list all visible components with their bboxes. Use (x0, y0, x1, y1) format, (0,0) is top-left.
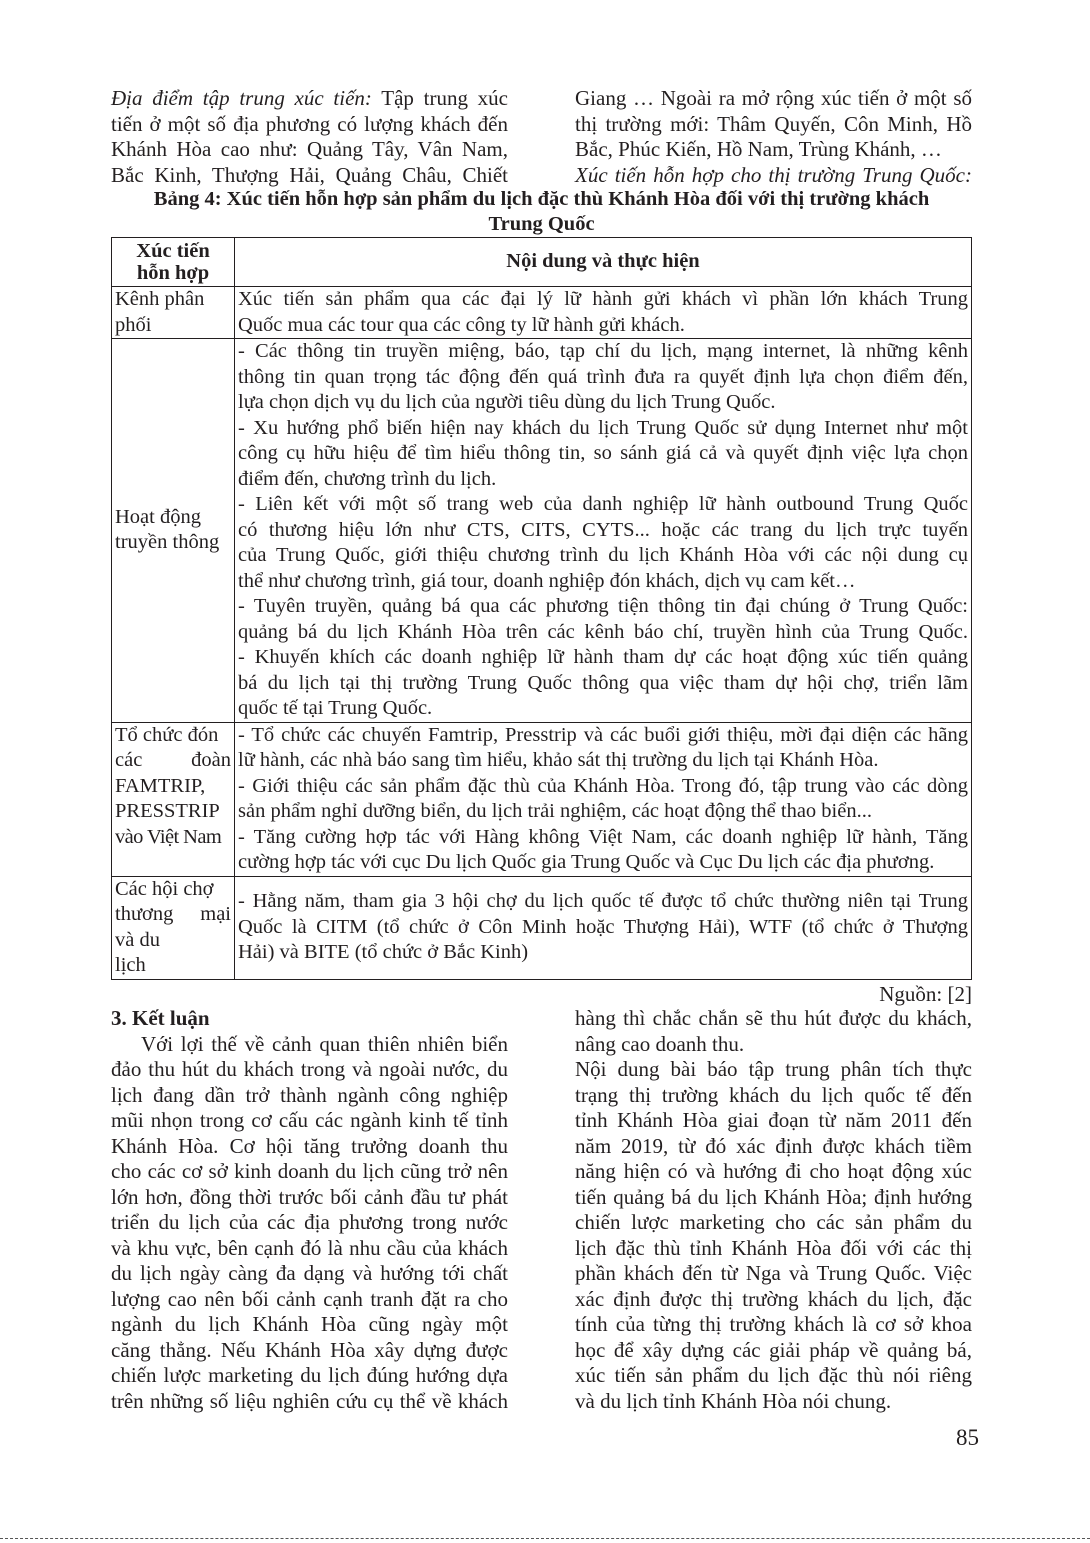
text-line: mũi nhọn trong cơ cấu các ngành kinh tế tỉnh (111, 1108, 508, 1132)
text-line: xác định được thị trường khách du lịch, đặc (575, 1286, 972, 1311)
text-line: Giang … Ngoài ra mở rộng xúc tiến ở một số (575, 86, 972, 110)
text-line: triển du lịch của các địa phương trong nước (111, 1210, 508, 1234)
text-line: lớn hơn, đồng thời trước bối cảnh đầu tư phát (111, 1184, 508, 1209)
text-line: trạng thị trường khách du lịch quốc tế đến (575, 1082, 972, 1107)
text-line: hàng thì chắc chắn sẽ thu hút được du khách, (575, 1006, 972, 1030)
text-line: nâng cao doanh thu. (575, 1031, 745, 1056)
text-line: chiến lược marketing cho các sản phẩm du (575, 1210, 972, 1234)
text-line: ngành du lịch Khánh Hòa cũng ngày một (111, 1312, 508, 1336)
bottom-right-column (575, 1006, 972, 1414)
text-line: lượng cao nên bối cảnh cạnh tranh đặt ra cho (111, 1286, 508, 1311)
table-header-cell: Xúc tiến hỗn hợp (112, 238, 235, 287)
text-line: cho các cơ sở kinh doanh du lịch cũng trở nên (111, 1159, 508, 1183)
text-line: và du lịch tỉnh Khánh Hòa nói chung. (575, 1388, 892, 1413)
table-caption-line: Bảng 4: Xúc tiến hỗn hợp sản phẩm du lịch đặc thù Khánh Hòa đối với thị trường khách (153, 188, 930, 210)
page-number: 85 (956, 1425, 979, 1450)
row-label-cell: Hoạt động truyền thông (112, 339, 235, 723)
text-line: trên những số liệu nghiên cứu cụ thể về khách (111, 1388, 508, 1413)
row-label-cell: Các hội chợ thương mại và du lịch (112, 876, 235, 979)
row-content-cell: - Các thông tin truyền miệng, báo, tạp chí du lịch, mạng internet, là những kênh thông tin quan trọng tác động đến quá trình đưa ra quyết định lựa chọn điểm đến, lựa chọn dịch vụ du lịch của người tiêu dùng du lịch Trung Quốc. - Xu hướng phổ biến hiện nay khách du lịch Trung Quốc sử dụng Internet như một công cụ hữu hiệu để tìm hiểu thông tin, so sánh giá cả và quyết định việc lựa chọn điểm đến, chương trình du lịch. - Liên kết với một số trang web của danh nghiệp lữ hành outbound Trung Quốc có thương hiệu lớn như CTS, CITS, CYTS... hoặc các trang du lịch trực tuyến của Trung Quốc, giới thiệu chương trình du lịch Khánh Hòa với các nội dung cụ thể như chương trình, giá tour, doanh nghiệp đón khách, dịch vụ cam kết… - Tuyên truyền, quảng bá qua các phương tiện thông tin đại chúng ở Trung Quốc: quảng bá du lịch Khánh Hòa trên các kênh báo chí, truyền hình của Trung Quốc. - Khuyến khích các doanh nghiệp lữ hành tham dự các hoạt động xúc tiến quảng bá du lịch tại thị trường Trung Quốc thông qua việc tham dự hội chợ, triển lãm quốc tế tại Trung Quốc. (235, 339, 972, 723)
text-line: du lịch ngày càng đa dạng và hướng tới chất (111, 1261, 508, 1285)
text-line: Nội dung bài báo tập trung phân tích thực (575, 1057, 972, 1081)
table-header-row (112, 238, 972, 287)
text-line-italic: Xúc tiến hỗn hợp cho thị trường Trung Quốc: (575, 162, 972, 187)
text-line: tiến quảng bá du lịch Khánh Hòa; định hướng (575, 1184, 972, 1209)
text-line: xúc tiến sản phẩm du lịch đặc thù nói riêng (575, 1363, 972, 1387)
text-line: Địa điểm tập trung xúc tiến: Tập trung xúc (111, 86, 508, 110)
table-header-cell: Nội dung và thực hiện (235, 238, 972, 287)
text-line: Khánh Hòa cao như: Quảng Tây, Vân Nam, (111, 137, 508, 161)
promotion-table (111, 237, 972, 980)
text-line: năng hiện có và hướng đi cho hoạt động xúc (575, 1159, 972, 1183)
section-heading: 3. Kết luận (111, 1006, 210, 1030)
text-line: thị trường mới: Thâm Quyến, Côn Minh, Hồ (575, 111, 972, 136)
text-line: lịch đặc thù tỉnh Khánh Hòa đối với các thị (575, 1235, 972, 1260)
table-row (112, 876, 972, 979)
text-line: và khu vực, bên cạnh đó là nhu cầu của khách (111, 1235, 508, 1260)
row-content-cell: - Tổ chức các chuyến Famtrip, Presstrip và các buổi giới thiệu, mời đại diện các hãng lữ hành, các nhà báo sang tìm hiểu, khảo sát thị trường du lịch tại Khánh Hòa. - Giới thiệu các sản phẩm đặc thù của Khánh Hòa. Trong đó, tập trung vào các dòng sản phẩm nghỉ dưỡng biển, du lịch trải nghiệm, các hoạt động thể thao biển... - Tăng cường hợp tác với Hàng không Việt Nam, các doanh nghiệp lữ hành, Tăng cường hợp tác với cục Du lịch Quốc gia Trung Quốc và Cục Du lịch các địa phương. (235, 722, 972, 876)
text-line: học để xây dựng các giải pháp về quảng bá, (575, 1337, 972, 1362)
text-line: tiến ở một số địa phương có lượng khách đến (111, 111, 508, 136)
row-content-cell: Xúc tiến sản phẩm qua các đại lý lữ hành gửi khách vì phần lớn khách Trung Quốc mua các tour qua các công ty lữ hành gửi khách. (235, 287, 972, 339)
text-line: lịch đang dần trở thành ngành công nghiệp (111, 1082, 508, 1107)
text-line: Khánh Hòa. Cơ hội tăng trưởng doanh thu (111, 1133, 508, 1158)
table-row (112, 339, 972, 723)
text-line: phần khách đến từ Nga và Trung Quốc. Việc (575, 1261, 972, 1285)
table-caption (111, 187, 972, 237)
text-line: tỉnh Khánh Hòa giai đoạn từ năm 2011 đến (575, 1108, 972, 1132)
table-caption-line: Trung Quốc (488, 213, 595, 235)
row-content-cell: - Hằng năm, tham gia 3 hội chợ du lịch quốc tế được tổ chức thường niên tại Trung Quốc là CITM (tổ chức ở Côn Minh hoặc Thượng Hải), WTF (tổ chức ở Thượng Hải) và BITE (tổ chức ở Bắc Kinh) (235, 876, 972, 979)
page-bottom-rule (0, 1538, 1090, 1539)
table-source: Nguồn: [2] (879, 982, 972, 1006)
text-line: Với lợi thế về cảnh quan thiên nhiên biển (141, 1031, 508, 1056)
text-line: chiến lược marketing du lịch đúng hướng dựa (111, 1363, 508, 1387)
text-line: căng thẳng. Nếu Khánh Hòa xây dựng được (111, 1337, 508, 1362)
table-row (112, 287, 972, 339)
text-line: Bắc, Phúc Kiến, Hồ Nam, Trùng Khánh, … (575, 137, 942, 161)
row-label-cell: Tổ chức đón các đoàn FAMTRIP, PRESSTRIP vào Việt Nam (112, 722, 235, 876)
top-left-column (111, 86, 508, 188)
top-right-column (575, 86, 972, 188)
text-line: năm 2019, từ đó xác định được khách tiềm (575, 1133, 972, 1158)
text-line: Bắc Kinh, Thượng Hải, Quảng Châu, Chiết (111, 162, 508, 187)
row-label-cell: Kênh phân phối (112, 287, 235, 339)
text-line: tính của từng thị trường khách là cơ sở khoa (575, 1312, 972, 1336)
table-row (112, 722, 972, 876)
bottom-left-column (111, 1006, 508, 1414)
text-line: đảo thu hút du khách trong và ngoài nước, du (111, 1057, 508, 1081)
